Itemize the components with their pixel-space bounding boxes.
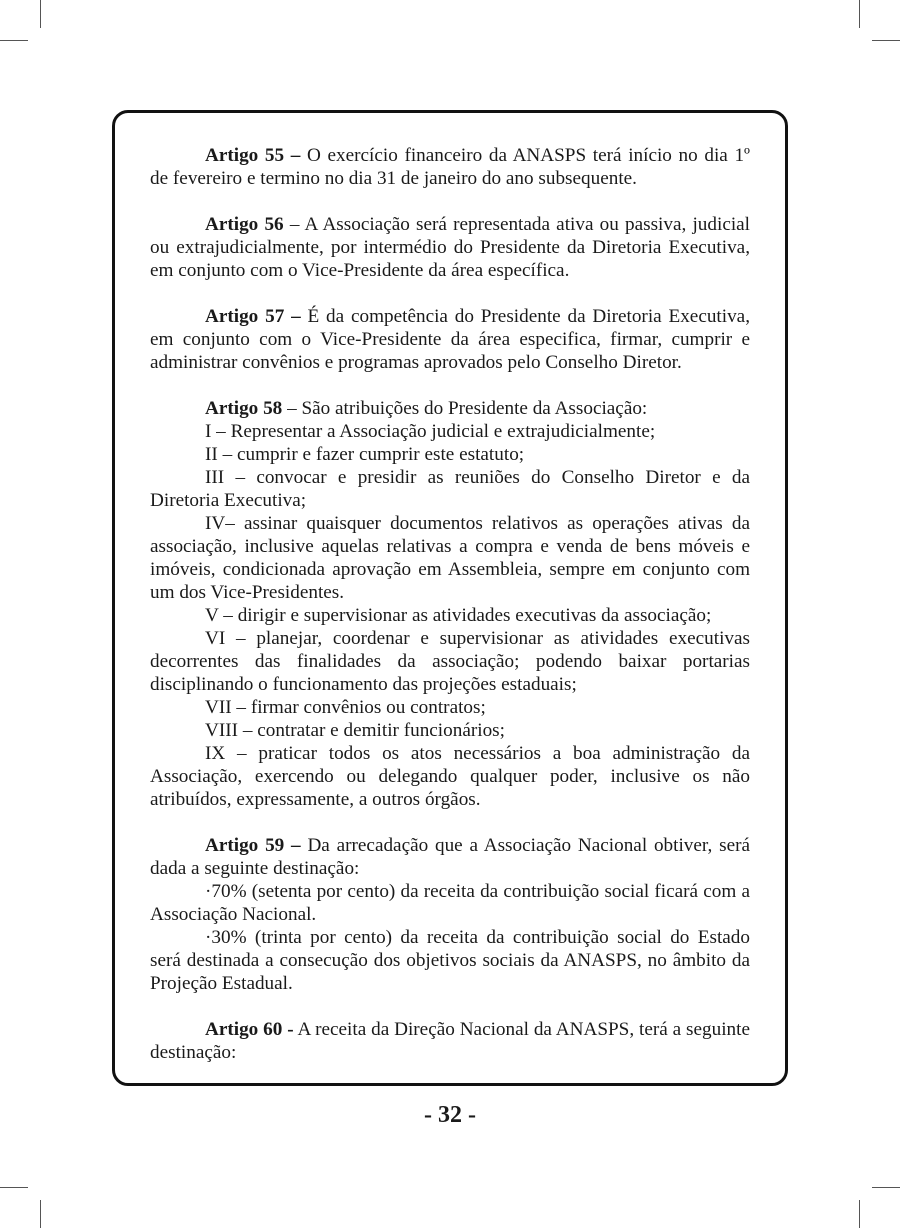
article-text: – A Associação será representada ativa ou passiva, judicial ou extrajudicialmente, por intermédio do Presidente da Diretoria Executiva, em conjunto com o Vice-Presidente da área específica. (150, 214, 751, 281)
list-item: I – Representar a Associação judicial e extrajudicialmente; (205, 421, 656, 442)
article-60 (150, 1018, 750, 1064)
article-title: Artigo 60 - (205, 1019, 294, 1040)
crop-mark (859, 0, 860, 28)
list-item: V – dirigir e supervisionar as atividades executivas da associação; (205, 605, 712, 626)
list-item: ·30% (trinta por cento) da receita da contribuição social do Estado será destinada a consecução dos objetivos sociais da ANASPS, no âmbito da Projeção Estadual. (150, 927, 750, 994)
crop-mark (40, 1200, 41, 1228)
crop-mark (872, 1187, 900, 1188)
list-item: II – cumprir e fazer cumprir este estatuto; (205, 444, 525, 465)
crop-mark (0, 1187, 28, 1188)
article-text: Da arrecadação que a Associação Nacional obtiver, será dada a seguinte destinação: (150, 835, 751, 879)
article-text: – São atribuições do Presidente da Associação: (282, 398, 648, 419)
crop-mark (872, 40, 900, 41)
list-item: ·70% (setenta por cento) da receita da contribuição social ficará com a Associação Nacional. (150, 881, 750, 925)
list-item: VII – firmar convênios ou contratos; (205, 697, 486, 718)
article-title: Artigo 58 (205, 398, 283, 419)
list-item: VI – planejar, coordenar e supervisionar as atividades executivas decorrentes das finalidades da associação; podendo baixar portarias disciplinando o funcionamento das projeções estaduais; (150, 628, 750, 695)
crop-mark (40, 0, 41, 28)
article-text: O exercício financeiro da ANASPS terá início no dia 1º de fevereiro e termino no dia 31 de janeiro do ano subsequente. (150, 145, 751, 189)
article-56 (150, 213, 750, 282)
article-text: É da competência do Presidente da Diretoria Executiva, em conjunto com o Vice-Presidente da área especifica, firmar, cumprir e administrar convênios e programas aprovados pelo Conselho Diretor. (150, 306, 750, 373)
article-text: A receita da Direção Nacional da ANASPS, terá a seguinte destinação: (150, 1019, 750, 1063)
article-55 (150, 144, 750, 190)
page-number: - 32 - (424, 1102, 476, 1128)
list-item: IX – praticar todos os atos necessários a boa administração da Associação, exercendo ou delegando qualquer poder, inclusive os não atribuídos, expressamente, a outros órgãos. (150, 743, 750, 810)
list-item: VIII – contratar e demitir funcionários; (205, 720, 505, 741)
article-title: Artigo 56 (205, 214, 284, 235)
article-title: Artigo 55 – (205, 145, 301, 166)
crop-mark (0, 40, 28, 41)
document-body (150, 144, 750, 1064)
list-item: III – convocar e presidir as reuniões do Conselho Diretor e da Diretoria Executiva; (150, 467, 750, 511)
article-title: Artigo 59 – (205, 835, 301, 856)
article-59 (150, 834, 750, 880)
article-57 (150, 305, 750, 374)
article-title: Artigo 57 – (205, 306, 301, 327)
crop-mark (859, 1200, 860, 1228)
article-58 (150, 397, 750, 420)
list-item: IV– assinar quaisquer documentos relativos as operações ativas da associação, inclusive aquelas relativas a compra e venda de bens móveis e imóveis, condicionada aprovação em Assembleia, sempre em conjunto com um dos Vice-Presidentes. (150, 513, 750, 603)
